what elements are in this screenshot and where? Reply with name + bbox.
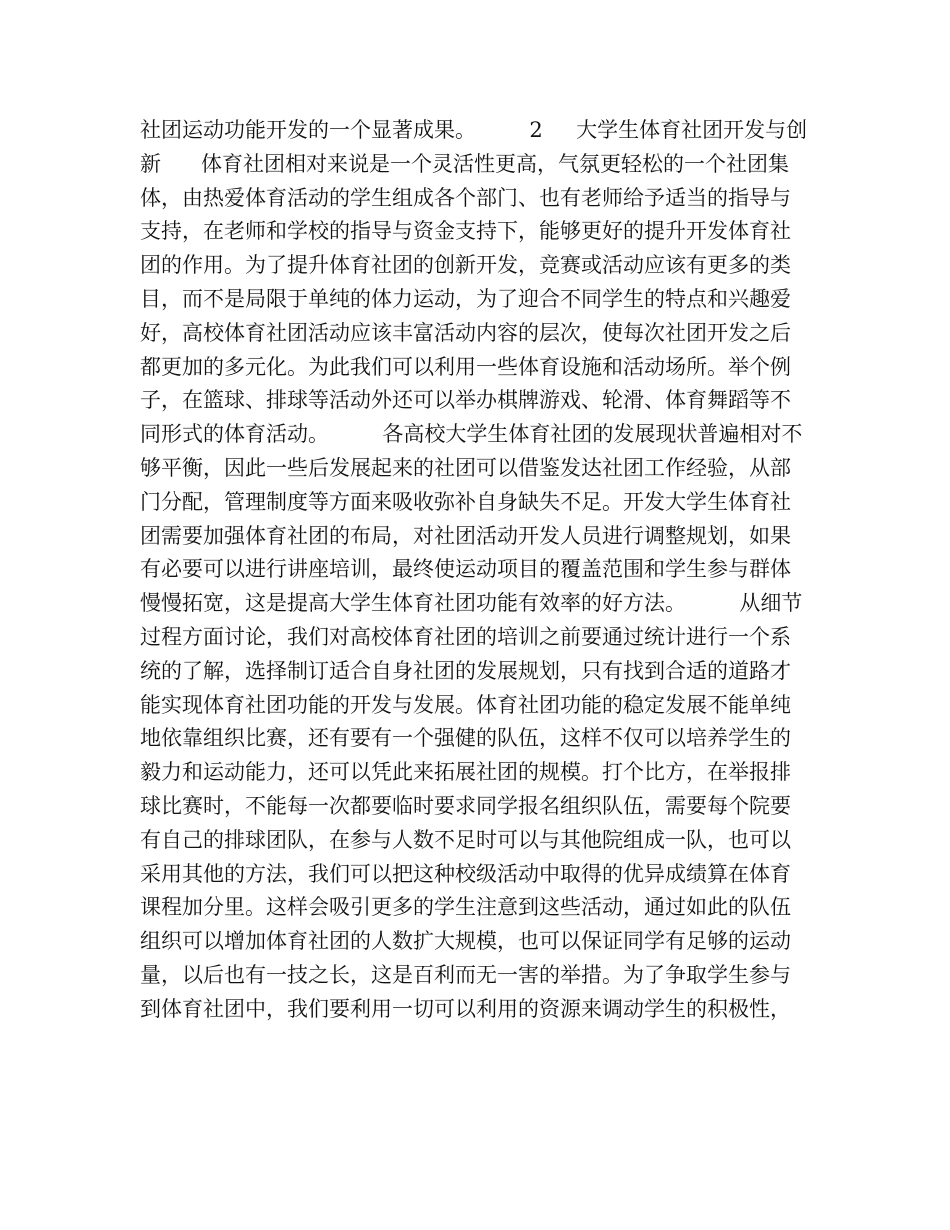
text-line: 地依靠组织比赛，还有要有一个强健的队伍，这样不仅可以培养学生的: [140, 726, 791, 751]
text-line: 目，而不是局限于单纯的体力运动，为了迎合不同学生的特点和兴趣爱: [140, 286, 791, 311]
text-line: 团的作用。为了提升体育社团的创新开发，竞赛或活动应该有更多的类: [140, 253, 791, 278]
text-line: 团需要加强体育社团的布局，对社团活动开发人员进行调整规划，如果: [140, 523, 791, 548]
text-line: 门分配，管理制度等方面来吸收弥补自身缺失不足。开发大学生体育社: [140, 489, 791, 514]
text-line: 组织可以增加体育社团的人数扩大规模，也可以保证同学有足够的运动: [140, 929, 791, 954]
text-line: 慢慢拓宽，这是提高大学生体育社团功能有效率的好方法。 从细节: [140, 591, 803, 616]
text-line: 子，在篮球、排球等活动外还可以举办棋牌游戏、轮滑、体育舞蹈等不: [140, 388, 791, 413]
text-line: 体，由热爱体育活动的学生组成各个部门、也有老师给予适当的指导与: [140, 185, 791, 210]
text-line: 都更加的多元化。为此我们可以利用一些体育设施和活动场所。举个例: [140, 354, 791, 379]
text-line: 新 体育社团相对来说是一个灵活性更高，气氛更轻松的一个社团集: [140, 151, 790, 176]
text-line: 采用其他的方法，我们可以把这种校级活动中取得的优异成绩算在体育: [140, 861, 791, 886]
text-line: 同形式的体育活动。 各高校大学生体育社团的发展现状普遍相对不: [140, 422, 803, 447]
text-line: 统的了解，选择制订适合自身社团的发展规划，只有找到合适的道路才: [140, 658, 791, 683]
text-line: 能实现体育社团功能的开发与发展。体育社团功能的稳定发展不能单纯: [140, 692, 791, 717]
text-line: 有必要可以进行讲座培训，最终使运动项目的覆盖范围和学生参与群体: [140, 557, 791, 582]
text-line: 好，高校体育社团活动应该丰富活动内容的层次，使每次社团开发之后: [140, 320, 791, 345]
text-line: 够平衡，因此一些后发展起来的社团可以借鉴发达社团工作经验，从部: [140, 455, 791, 480]
text-line: 支持，在老师和学校的指导与资金支持下，能够更好的提升开发体育社: [140, 219, 791, 244]
text-line: 量，以后也有一技之长，这是百利而无一害的举措。为了争取学生参与: [140, 962, 791, 987]
text-line: 毅力和运动能力，还可以凭此来拓展社团的规模。打个比方，在举报排: [140, 760, 791, 785]
text-line: 到体育社团中，我们要利用一切可以利用的资源来调动学生的积极性，: [140, 996, 791, 1021]
body-text: [140, 114, 820, 1027]
text-line: 课程加分里。这样会吸引更多的学生注意到这些活动，通过如此的队伍: [140, 895, 791, 920]
text-line: 有自己的排球团队，在参与人数不足时可以与其他院组成一队，也可以: [140, 827, 791, 852]
text-line: 社团运动功能开发的一个显著成果。 2 大学生体育社团开发与创: [140, 118, 808, 142]
text-line: 球比赛时，不能每一次都要临时要求同学报名组织队伍，需要每个院要: [140, 793, 791, 818]
text-line: 过程方面讨论，我们对高校体育社团的培训之前要通过统计进行一个系: [140, 624, 791, 649]
